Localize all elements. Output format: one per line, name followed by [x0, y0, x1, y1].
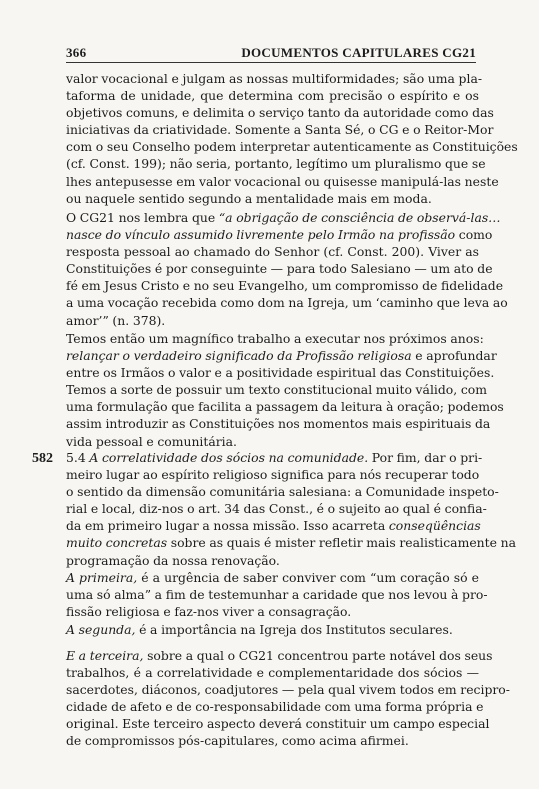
text-line: iniciativas da criatividade. Somente a Santa Sé, o CG e o Reitor-Mor [66, 122, 494, 138]
page-number: 366 [66, 45, 87, 60]
paragraph-7 [66, 647, 510, 750]
text-line [66, 517, 479, 534]
text-line: lhes antepusesse em valor vocacional ou quisesse manipulá-las neste [66, 173, 499, 189]
text-run: Por fim, dar o pri- [368, 450, 483, 465]
italic-run: A correlatividade dos sócios na comunidade. [89, 450, 369, 465]
text-line [66, 569, 479, 586]
text-line: de compromissos pós-capitulares, como acima afirmei. [66, 733, 409, 749]
header-rule [66, 62, 476, 63]
running-title: DOCUMENTOS CAPITULARES CG21 [241, 45, 476, 60]
marginal-number: 582 [32, 451, 53, 466]
text-line: trabalhos, é a correlatividade e complementaridade dos sócios — [66, 665, 479, 681]
text-line: sacerdotes, diáconos, coadjutores — pela qual vivem todos em recipro- [66, 682, 510, 698]
text-line: (cf. Const. 199); não seria, portanto, legítimo um pluralismo que se [66, 156, 486, 172]
text-line: fissão religiosa e faz-nos viver a consagração. [66, 604, 352, 620]
text-run: sobre as quais é mister refletir mais realisticamente na [167, 535, 516, 551]
text-line: uma formulação que facilita a passagem da leitura à oração; podemos [66, 399, 504, 415]
text-line: o sentido da dimensão comunitária salesiana: a Comunidade inspeto- [66, 484, 499, 500]
text-line [66, 647, 493, 664]
text-line: Temos a sorte de possuir um texto constitucional muito válido, com [66, 382, 487, 398]
text-line: cidade de afeto e de co-responsabilidade com uma forma própria e [66, 699, 484, 715]
italic-run: relançar o verdadeiro significado da Profissão religiosa [66, 348, 412, 364]
paragraph-4 [66, 449, 516, 569]
text-run: e aprofundar [411, 348, 497, 364]
text-line [66, 347, 497, 364]
italic-run: conseqüências [388, 518, 481, 534]
text-line: taforma de unidade, que determina com precisão o espírito e os [66, 88, 479, 104]
text-line [66, 621, 479, 638]
text-line: original. Este terceiro aspecto deverá constituir um campo especial [66, 716, 490, 732]
italic-run: nasce do vínculo assumido livremente pelo Irmão na profissão [66, 227, 456, 243]
text-run: é a importância na Igreja dos Institutos seculares. [135, 622, 453, 637]
text-line: fé em Jesus Cristo e no seu Evangelho, um compromisso de fidelidade [66, 278, 504, 294]
paragraph-3 [66, 330, 504, 450]
running-header [66, 44, 476, 61]
italic-run: A segunda, [66, 622, 136, 637]
text-run: como [455, 227, 493, 243]
text-line: Temos então um magnífico trabalho a executar nos próximos anos: [66, 331, 484, 346]
text-line: entre os Irmãos o valor e a positividade espiritual das Constituições. [66, 365, 495, 381]
italic-run: “a obrigação de consciência de observá-las… [218, 210, 501, 225]
text-line: rial e local, diz-nos o art. 34 das Const., é o sujeito ao qual é confia- [66, 501, 487, 517]
text-line: amor’” (n. 378). [66, 312, 166, 328]
italic-run: muito concretas [66, 535, 168, 551]
text-line: meiro lugar ao espírito religioso significa para nós recuperar todo [66, 467, 480, 483]
text-line: assim introduzir as Constituições nos momentos mais espirituais da [66, 416, 491, 432]
text-run: sobre a qual o CG21 concentrou parte notável dos seus [143, 648, 493, 663]
text-run: da em primeiro lugar a nossa missão. Isso acarreta [66, 518, 389, 534]
text-line: a uma vocação recebida como dom na Igreja, um ‘caminho que leva ao [66, 295, 508, 311]
paragraph-6 [66, 621, 479, 638]
text-line: uma só alma” a fim de testemunhar a caridade que nos levou à pro- [66, 587, 488, 603]
text-line: valor vocacional e julgam as nossas multiformidades; são uma pla- [66, 71, 483, 86]
paragraph-1 [66, 70, 518, 207]
text-run: 5.4 [66, 450, 90, 465]
text-line [66, 449, 483, 466]
text-run: O CG21 nos lembra que [66, 210, 219, 225]
text-line [66, 226, 493, 243]
text-line: objetivos comuns, e delimita o serviço tanto da autoridade como das [66, 105, 494, 121]
text-line [66, 209, 501, 226]
text-line: vida pessoal e comunitária. [66, 433, 237, 449]
text-line: Constituições é por conseguinte — para todo Salesiano — um ato de [66, 261, 493, 277]
text-line: resposta pessoal ao chamado do Senhor (cf. Const. 200). Viver as [66, 244, 479, 260]
text-line [66, 534, 516, 551]
italic-run: E a terceira, [66, 648, 144, 663]
text-line: com o seu Conselho podem interpretar autenticamente as Constituições [66, 139, 518, 155]
paragraph-2 [66, 209, 508, 329]
text-run: é a urgência de saber conviver com “um coração só e [137, 570, 479, 585]
italic-run: A primeira, [66, 570, 138, 585]
text-line: ou naquele sentido segundo a mentalidade mais em moda. [66, 190, 432, 206]
text-line: programação da nossa renovação. [66, 552, 280, 568]
paragraph-5 [66, 569, 488, 620]
